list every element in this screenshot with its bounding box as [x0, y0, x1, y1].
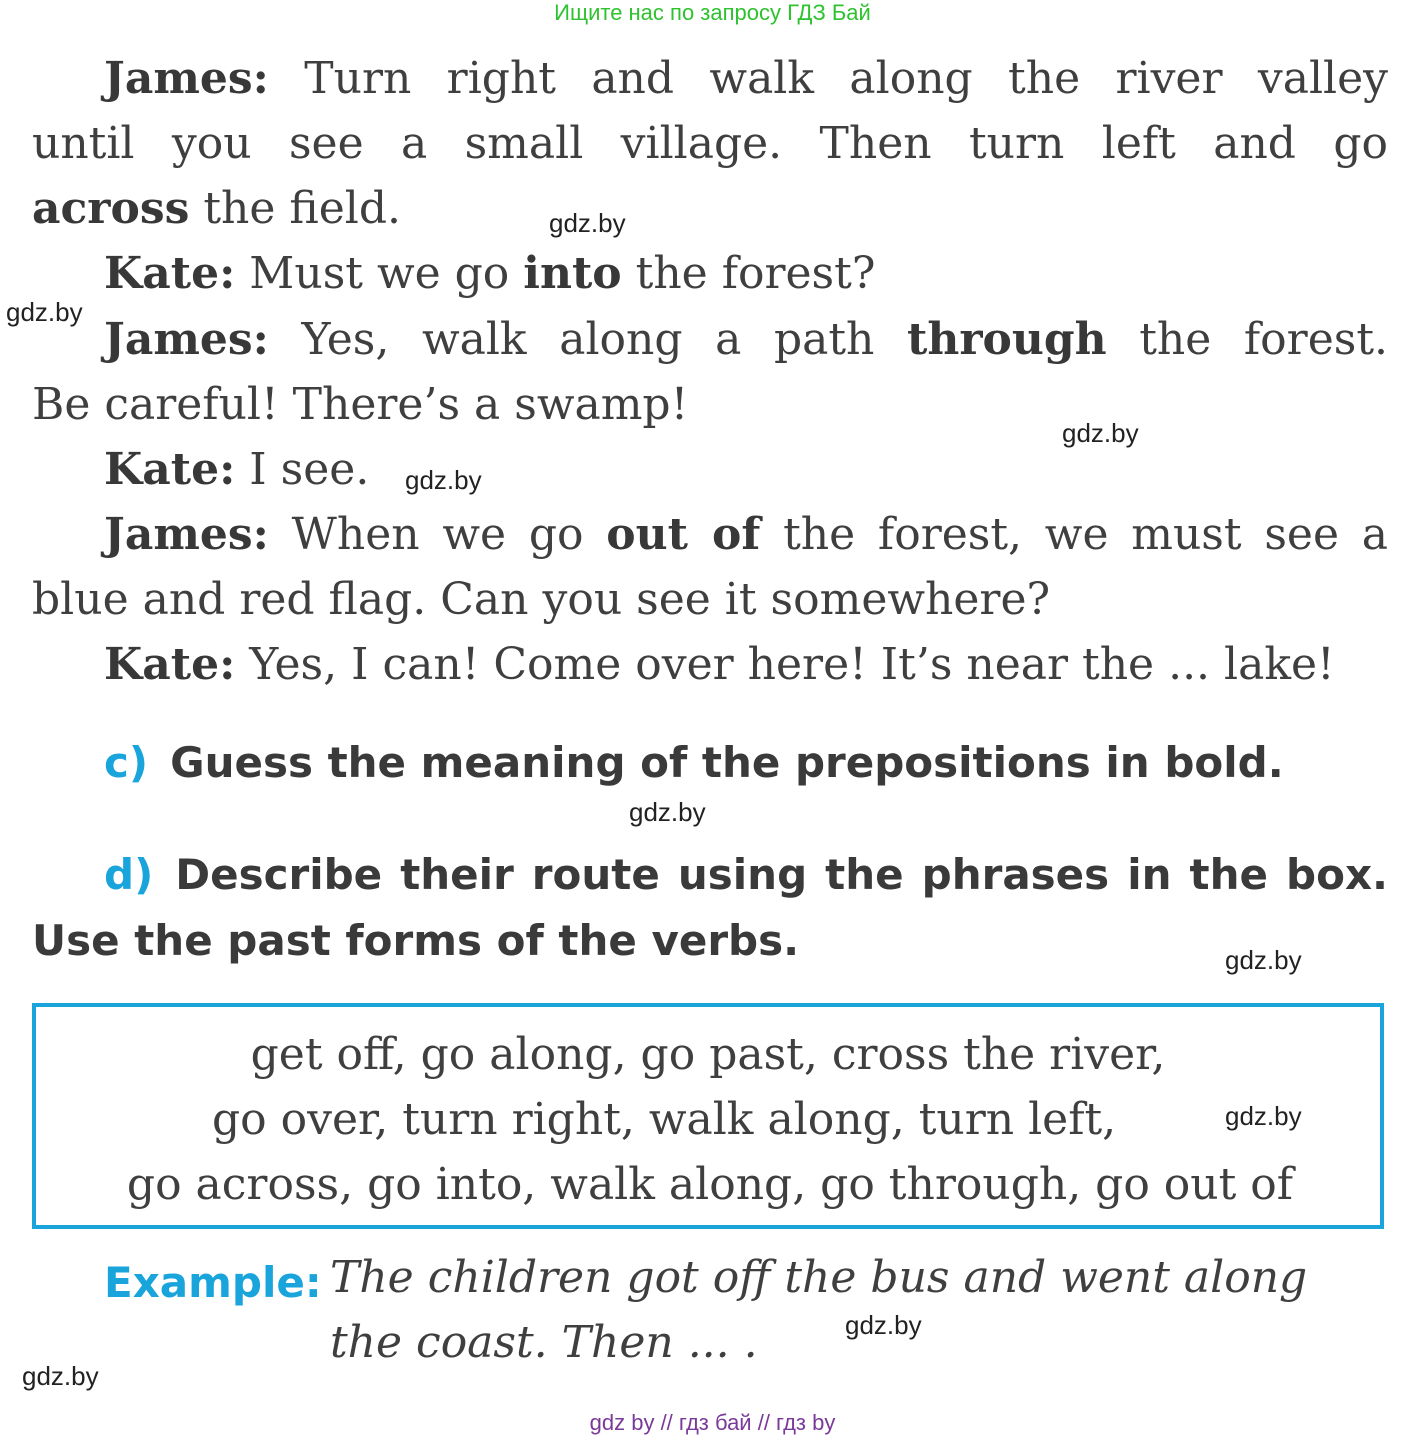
task-c-text: Guess the meaning of the prepositions in bold.	[170, 738, 1284, 787]
speaker-james: James:	[104, 53, 269, 104]
line-text: Yes, I can! Come over here! It’s near the ... lake!	[235, 639, 1335, 690]
line-text: Turn right and walk along the river valley	[268, 53, 1388, 104]
bold-preposition-through: through	[907, 314, 1107, 365]
footer-links[interactable]: gdz by // гдз бай // гдз by	[589, 1410, 836, 1435]
line-text: the forest.	[1106, 314, 1388, 365]
line-text: the forest, we must see a	[760, 509, 1388, 560]
watermark: gdz.by	[1225, 945, 1302, 975]
speaker-kate: Kate:	[104, 248, 236, 299]
task-d-text: Describe their route using the phrases in the box.	[175, 850, 1388, 899]
line-text: I see.	[235, 444, 370, 495]
example-label: Example:	[104, 1258, 322, 1307]
task-d-line-2: Use the past forms of the verbs.	[32, 916, 800, 965]
phrase-box-line-1: get off, go along, go past, cross the river,	[250, 1029, 1166, 1080]
phrase-box-line-3: go across, go into, walk along, go through, go out of	[126, 1159, 1294, 1210]
speaker-james: James:	[104, 314, 269, 365]
dialogue-line-7	[104, 437, 369, 503]
line-text: the forest?	[621, 248, 876, 299]
bold-preposition-across: across	[32, 183, 190, 234]
dialogue-line-8	[104, 502, 1388, 568]
line-text: Yes, walk along a path	[268, 314, 908, 365]
task-letter-d: d)	[104, 850, 154, 899]
dialogue-line-4	[104, 241, 875, 307]
dialogue-line-3	[32, 176, 401, 242]
dialogue-line-9: blue and red flag. Can you see it somewhere?	[32, 574, 1051, 625]
dialogue-line-10	[104, 632, 1335, 698]
watermark: gdz.by	[405, 465, 482, 495]
task-d	[104, 850, 1388, 899]
phrase-box-line-2: go over, turn right, walk along, turn left,	[212, 1094, 1117, 1145]
task-c	[104, 738, 1284, 787]
line-text: Must we go	[235, 248, 524, 299]
watermark: gdz.by	[629, 797, 706, 827]
speaker-kate: Kate:	[104, 639, 236, 690]
dialogue-line-2: until you see a small village. Then turn left and go	[32, 118, 1388, 169]
bold-preposition-out-of: out of	[606, 509, 761, 560]
example-line-2: the coast. Then ... .	[330, 1317, 758, 1368]
watermark: gdz.by	[6, 297, 83, 327]
example-line-1: The children got off the bus and went along	[330, 1252, 1308, 1303]
watermark: gdz.by	[1062, 418, 1139, 448]
task-letter-c: c)	[104, 738, 149, 787]
dialogue-line-1	[104, 46, 1388, 112]
dialogue-line-6: Be careful! There’s a swamp!	[32, 379, 689, 430]
speaker-kate: Kate:	[104, 444, 236, 495]
watermark: gdz.by	[845, 1310, 922, 1340]
watermark: gdz.by	[549, 208, 626, 238]
dialogue-line-5	[104, 307, 1388, 373]
watermark: gdz.by	[1225, 1101, 1302, 1131]
line-text: When we go	[268, 509, 607, 560]
top-banner[interactable]: Ищите нас по запросу ГДЗ Бай	[554, 0, 871, 25]
watermark: gdz.by	[22, 1361, 99, 1391]
speaker-james: James:	[104, 509, 269, 560]
line-text: the field.	[189, 183, 402, 234]
bold-preposition-into: into	[523, 248, 622, 299]
